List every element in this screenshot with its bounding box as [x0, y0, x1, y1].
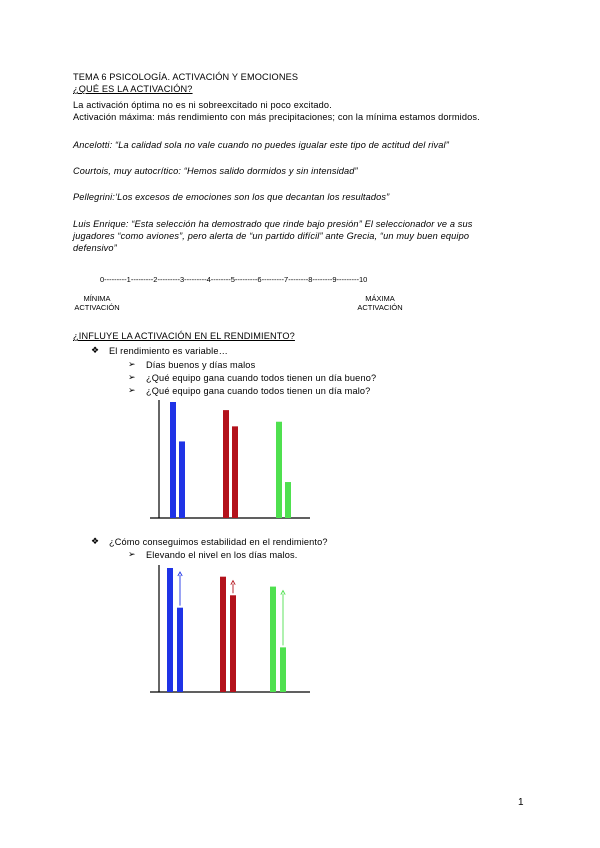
arrowhead-bullet-icon: ➢	[128, 372, 136, 382]
bar-red-bad-day	[230, 595, 236, 692]
arrowhead-bullet-icon: ➢	[128, 359, 136, 369]
sub-bullet-raise-bad-days: Elevando el nivel en los días malos.	[146, 550, 298, 560]
diamond-bullet-icon: ❖	[91, 345, 100, 355]
bar-green-good-day	[276, 422, 282, 518]
bar-green-good-day	[270, 587, 276, 692]
intro-line-2: Activación máxima: más rendimiento con más precipitaciones; con la mínima estamos dormidos.	[73, 112, 480, 122]
diamond-bullet-icon: ❖	[91, 536, 100, 546]
intro-line-1: La activación óptima no es ni sobreexcitado ni poco excitado.	[73, 100, 332, 110]
page-number: 1	[518, 797, 524, 808]
arrowhead-bullet-icon: ➢	[128, 549, 136, 559]
bar-blue-good-day	[170, 402, 176, 518]
bullet-performance-variable: El rendimiento es variable…	[109, 346, 228, 356]
performance-bar-chart-2	[150, 563, 312, 695]
bar-green-bad-day	[280, 647, 286, 692]
quote-pellegrini: Pellegrini:‘Los excesos de emociones son los que decantan los resultados”	[73, 192, 390, 202]
section-heading-activation: ¿QUÉ ES LA ACTIVACIÓN?	[73, 84, 193, 94]
bar-blue-good-day	[167, 568, 173, 692]
bar-blue-bad-day	[179, 441, 185, 518]
sub-bullet-good-bad-days: Días buenos y días malos	[146, 360, 256, 370]
scale-min-label: MÍNIMA ACTIVACIÓN	[74, 294, 120, 312]
scale-max-label: MÁXIMA ACTIVACIÓN	[357, 294, 403, 312]
bar-red-good-day	[223, 410, 229, 518]
bar-blue-bad-day	[177, 608, 183, 692]
quote-courtois: Courtois, muy autocrítico: “Hemos salido dormidos y sin intensidad”	[73, 166, 358, 176]
quote-luis-enrique: Luis Enrique: “Esta selección ha demostrado que rinde bajo presión” El seleccionador ve a sus jugadores “como aviones”, pero alerta de “un partido difícil” ante Grecia, “un muy buen equipo defensivo”	[73, 219, 473, 253]
quote-ancelotti: Ancelotti: “La calidad sola no vale cuando no puedes igualar este tipo de actitud del rival”	[73, 140, 449, 150]
bar-red-bad-day	[232, 426, 238, 518]
performance-bar-chart-1	[150, 398, 312, 522]
bullet-stability-question: ¿Cómo conseguimos estabilidad en el rendimiento?	[109, 537, 328, 547]
page-title: TEMA 6 PSICOLOGÍA. ACTIVACIÓN Y EMOCIONES	[73, 72, 299, 82]
sub-bullet-bad-day-question: ¿Qué equipo gana cuando todos tienen un día malo?	[146, 386, 371, 396]
arrowhead-bullet-icon: ➢	[128, 385, 136, 395]
bar-green-bad-day	[285, 482, 291, 518]
activation-scale: 0---------1---------2---------3---------4--------5---------6---------7--------8--------9---------10	[100, 275, 368, 284]
section-heading-performance: ¿INFLUYE LA ACTIVACIÓN EN EL RENDIMIENTO?	[73, 331, 295, 341]
sub-bullet-good-day-question: ¿Qué equipo gana cuando todos tienen un día bueno?	[146, 373, 377, 383]
bar-red-good-day	[220, 577, 226, 692]
